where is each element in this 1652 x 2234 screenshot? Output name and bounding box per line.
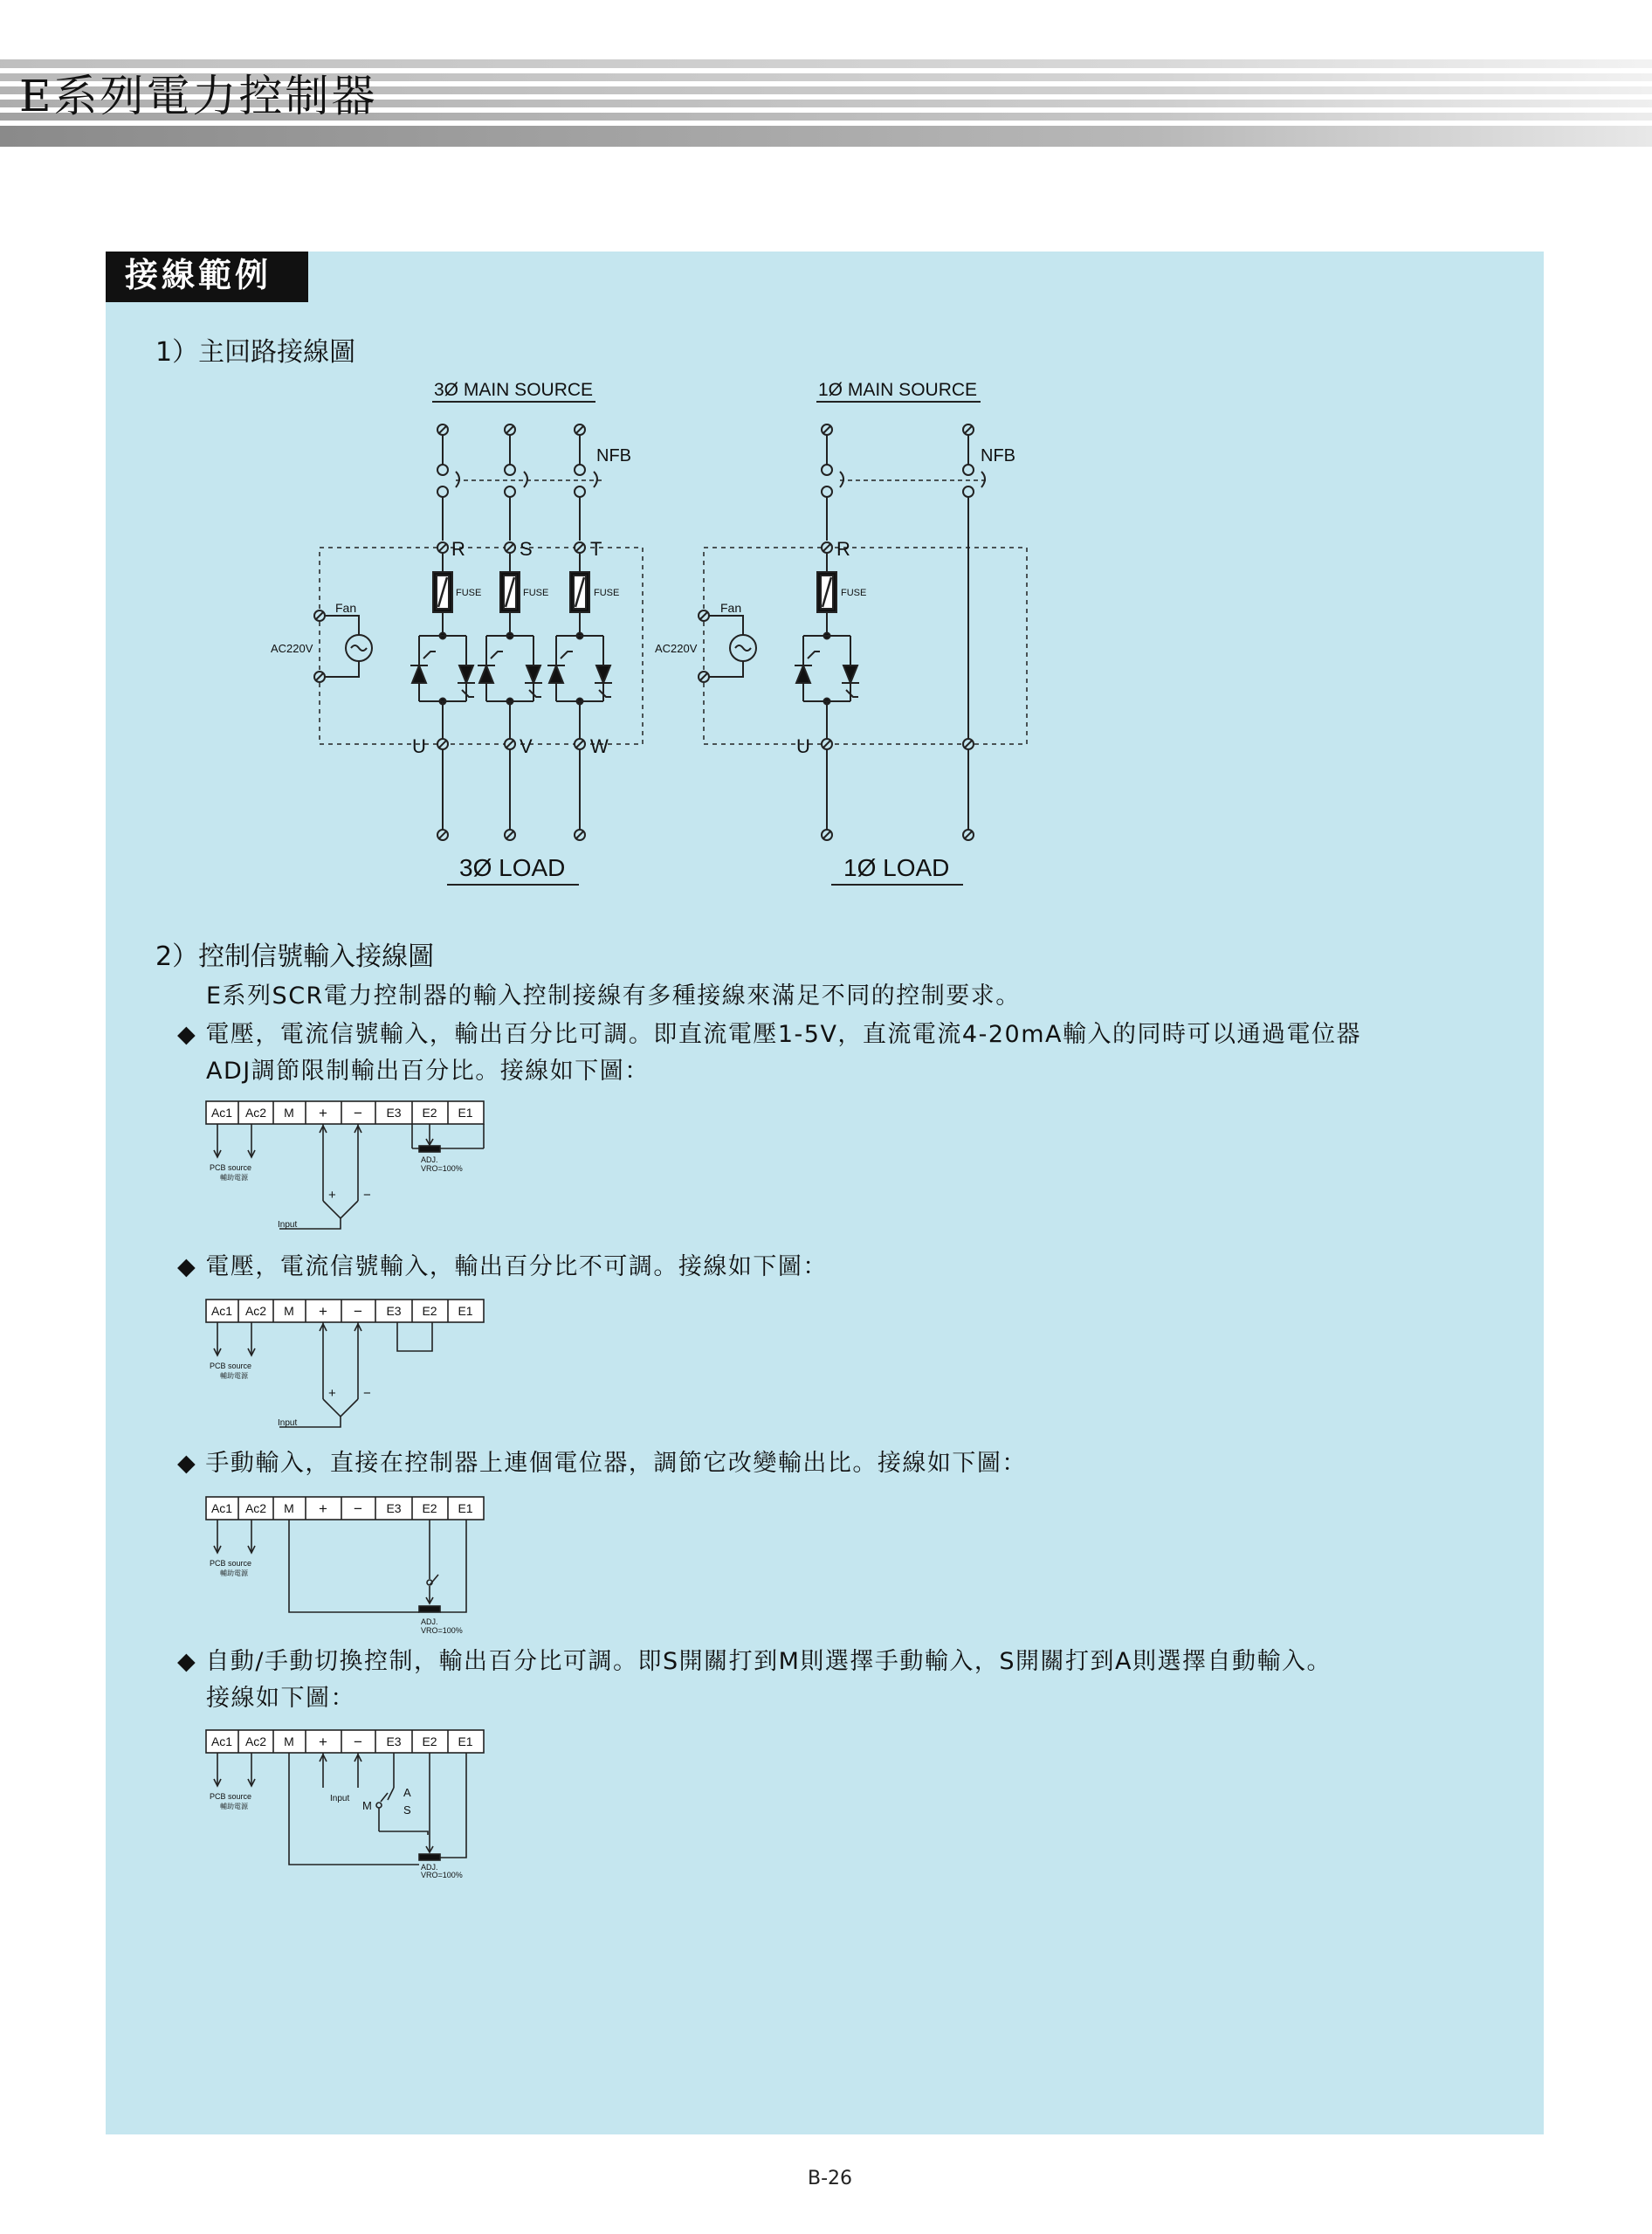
- t4-minus: −: [354, 1734, 362, 1750]
- t3-m: M: [284, 1501, 294, 1515]
- main-circuit-heading: 1）主回路接線圖: [155, 337, 356, 368]
- terminal-s: S: [520, 538, 533, 560]
- fan-label-right: Fan: [720, 601, 742, 615]
- t3-minus: −: [354, 1500, 362, 1517]
- t-ac1: Ac1: [210, 1106, 233, 1120]
- t4-m: M: [284, 1734, 294, 1748]
- t-m: M: [284, 1106, 294, 1120]
- pcb-cn-label-3: 輔助電源: [220, 1569, 248, 1577]
- three-phase-nfb-label: NFB: [596, 446, 631, 465]
- adj-label-4: ADJ.: [421, 1863, 438, 1872]
- vro-label-1: VRO=100%: [421, 1164, 463, 1173]
- t2-ac1: Ac1: [210, 1304, 233, 1318]
- single-phase-load-label: 1Ø LOAD: [843, 854, 950, 881]
- switch-m-label: M: [362, 1799, 372, 1812]
- wiring-diagram-4: [201, 1725, 498, 1878]
- pcb-source-label-1: PCB source: [210, 1163, 252, 1172]
- case4-line1: 自動/手動切換控制，輸出百分比可調。即S開關打到M則選擇手動輸入，S開關打到A則選擇自動輸入。: [205, 1648, 1332, 1675]
- case1-bullet: ◆: [177, 1021, 197, 1048]
- three-phase-lines: [437, 424, 602, 541]
- control-input-heading: 2）控制信號輸入接線圖: [155, 941, 435, 972]
- t4-e2: E2: [422, 1734, 437, 1748]
- input-label-4: Input: [330, 1794, 350, 1803]
- input-plus-2: +: [328, 1386, 336, 1401]
- scr-pairs: [410, 633, 612, 740]
- case3-line1: 手動輸入，直接在控制器上連個電位器，調節它改變輸出比。接線如下圖：: [205, 1450, 1027, 1477]
- case2-text: [177, 1249, 828, 1286]
- single-terminal-u: U: [796, 735, 810, 757]
- t2-e3: E3: [386, 1304, 402, 1318]
- case3-bullet: ◆: [177, 1450, 197, 1477]
- t4-e1: E1: [458, 1734, 473, 1748]
- t3-e1: E1: [458, 1501, 473, 1515]
- t2-plus: +: [319, 1303, 327, 1320]
- case4-text: [177, 1644, 1332, 1717]
- single-phase-nfb-label: NFB: [981, 446, 1015, 465]
- input-label-1: Input: [278, 1220, 298, 1230]
- pcb-cn-label-2: 輔助電源: [220, 1372, 248, 1380]
- t4-ac2: Ac2: [244, 1734, 267, 1748]
- case1-text: [177, 1017, 1361, 1090]
- case4-bullet: ◆: [177, 1648, 197, 1675]
- t2-ac2: Ac2: [244, 1304, 267, 1318]
- t3-ac1: Ac1: [210, 1501, 233, 1515]
- pcb-source-label-4: PCB source: [210, 1792, 252, 1801]
- single-fuse-label: FUSE: [841, 588, 867, 598]
- wiring-diagram-1: [201, 1096, 498, 1236]
- t3-plus: +: [319, 1500, 327, 1517]
- switch-s-label: S: [403, 1803, 411, 1817]
- t4-e3: E3: [386, 1734, 402, 1748]
- terminal-w: W: [590, 735, 609, 757]
- page-number: B-26: [808, 2168, 853, 2189]
- switch-a-label: A: [403, 1786, 411, 1799]
- terminal-r: R: [451, 538, 465, 560]
- wiring-diagram-3: [201, 1492, 498, 1640]
- case4-line2: 接線如下圖：: [206, 1685, 355, 1712]
- ac220v-label-left: AC220V: [271, 642, 313, 655]
- terminal-u: U: [412, 735, 426, 757]
- case2-line1: 電壓，電流信號輸入，輸出百分比不可調。接線如下圖：: [205, 1253, 828, 1280]
- fan-left: [314, 610, 372, 682]
- fuse-label-2: FUSE: [523, 588, 549, 598]
- t2-e2: E2: [422, 1304, 437, 1318]
- t-e2: E2: [422, 1106, 437, 1120]
- input-minus-2: −: [363, 1386, 371, 1401]
- t4-plus: +: [319, 1734, 327, 1750]
- pcb-source-label-2: PCB source: [210, 1362, 252, 1370]
- fuse-label-3: FUSE: [594, 588, 620, 598]
- case1-line1: 電壓，電流信號輸入，輸出百分比可調。即直流電壓1-5V，直流電流4-20mA輸入的同時可以通過電位器: [205, 1021, 1361, 1048]
- vro-label-3: VRO=100%: [421, 1626, 463, 1635]
- three-phase-load-label: 3Ø LOAD: [459, 854, 566, 881]
- t3-ac2: Ac2: [244, 1501, 267, 1515]
- control-intro: E系列SCR電力控制器的輸入控制接線有多種接線來滿足不同的控制要求。: [206, 983, 1021, 1010]
- fuse-label-1: FUSE: [456, 588, 482, 598]
- pcb-cn-label-1: 輔助電源: [220, 1174, 248, 1182]
- section-title: 接線範例: [106, 252, 308, 299]
- section-title-underline: [106, 299, 308, 302]
- ac220v-label-right: AC220V: [655, 642, 698, 655]
- pcb-source-label-3: PCB source: [210, 1559, 252, 1568]
- t3-e2: E2: [422, 1501, 437, 1515]
- main-circuit-diagram: [262, 371, 1048, 895]
- single-phase-source-label: 1Ø MAIN SOURCE: [818, 380, 978, 400]
- input-minus-1: −: [363, 1188, 371, 1203]
- adj-label-3: ADJ.: [421, 1617, 438, 1626]
- t-plus: +: [319, 1105, 327, 1121]
- input-plus-1: +: [328, 1188, 336, 1203]
- three-phase-source-label: 3Ø MAIN SOURCE: [434, 380, 594, 400]
- t2-e1: E1: [458, 1304, 473, 1318]
- case3-text: [177, 1445, 1027, 1482]
- wiring-diagram-2: [201, 1294, 498, 1434]
- t-e1: E1: [458, 1106, 473, 1120]
- t3-e3: E3: [386, 1501, 402, 1515]
- case2-bullet: ◆: [177, 1253, 197, 1280]
- input-label-2: Input: [278, 1418, 298, 1428]
- t-e3: E3: [386, 1106, 402, 1120]
- terminal-t: T: [590, 538, 602, 560]
- t2-m: M: [284, 1304, 294, 1318]
- fan-label-left: Fan: [335, 601, 357, 615]
- t-ac2: Ac2: [244, 1106, 267, 1120]
- vro-label-4: VRO=100%: [421, 1871, 463, 1878]
- header-title: E系列電力控制器: [19, 71, 378, 121]
- t-minus: −: [354, 1105, 362, 1121]
- adj-label-1: ADJ.: [421, 1155, 438, 1164]
- t4-ac1: Ac1: [210, 1734, 233, 1748]
- single-terminal-r: R: [836, 538, 850, 560]
- t2-minus: −: [354, 1303, 362, 1320]
- terminal-v: V: [520, 735, 533, 757]
- case1-line2: ADJ調節限制輸出百分比。接線如下圖：: [206, 1058, 650, 1085]
- pcb-cn-label-4: 輔助電源: [220, 1803, 248, 1810]
